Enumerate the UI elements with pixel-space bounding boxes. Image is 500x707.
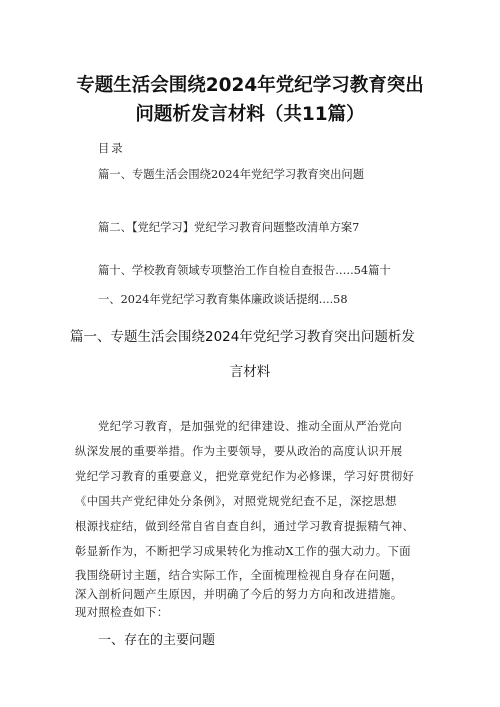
section-heading-line-2: 言材料 <box>229 364 271 380</box>
toc-item-2[interactable]: 篇二、【党纪学习】党纪学习教育问题整改清单方案7 <box>98 221 360 234</box>
toc-item-4[interactable]: 一、2024年党纪学习教育集体廉政谈话提纲....58 <box>98 293 348 306</box>
paragraph-line: 现对照检查如下： <box>75 606 169 619</box>
document-title-line-1: 专题生活会围绕2024年党纪学习教育突出 <box>76 75 424 96</box>
section-heading-line-1: 篇一、专题生活会围绕2024年党纪学习教育突出问题析发 <box>70 329 415 345</box>
paragraph-line: 《中国共产党纪律处分条例》，对照党规党纪查不足，深挖思想 <box>75 495 397 508</box>
toc-item-1[interactable]: 篇一、专题生活会围绕2024年党纪学习教育突出问题 <box>98 168 364 181</box>
toc-label: 目录 <box>98 142 125 155</box>
paragraph-line: 纵深发展的重要举措。作为主要领导，要从政治的高度认识开展 <box>75 445 403 458</box>
paragraph-line: 深入剖析问题产生原因，并明确了今后的努力方向和改进措施。 <box>75 588 403 601</box>
paragraph-line: 党纪学习教育，是加强党的纪律建设、推动全面从严治党向 <box>98 420 403 433</box>
toc-item-3[interactable]: 篇十、学校教育领域专项整治工作自检自查报告.….54篇十 <box>98 264 391 277</box>
paragraph-line: 根源找症结，做到经常自省自查自纠，通过学习教育提振精气神、 <box>75 520 415 533</box>
paragraph-line: 党纪学习教育的重要意义，把党章党纪作为必修课，学习好贯彻好 <box>75 470 415 483</box>
subsection-heading: 一、存在的主要问题 <box>98 633 216 648</box>
document-title-line-2: 问题析发言材料（共11篇） <box>135 104 365 125</box>
paragraph-line: 彰显新作为，不断把学习成果转化为推动X工作的强大动力。下面 <box>75 545 411 558</box>
paragraph-line: 我围绕研讨主题，结合实际工作，全面梳理检视自身存在问题， <box>75 569 403 582</box>
